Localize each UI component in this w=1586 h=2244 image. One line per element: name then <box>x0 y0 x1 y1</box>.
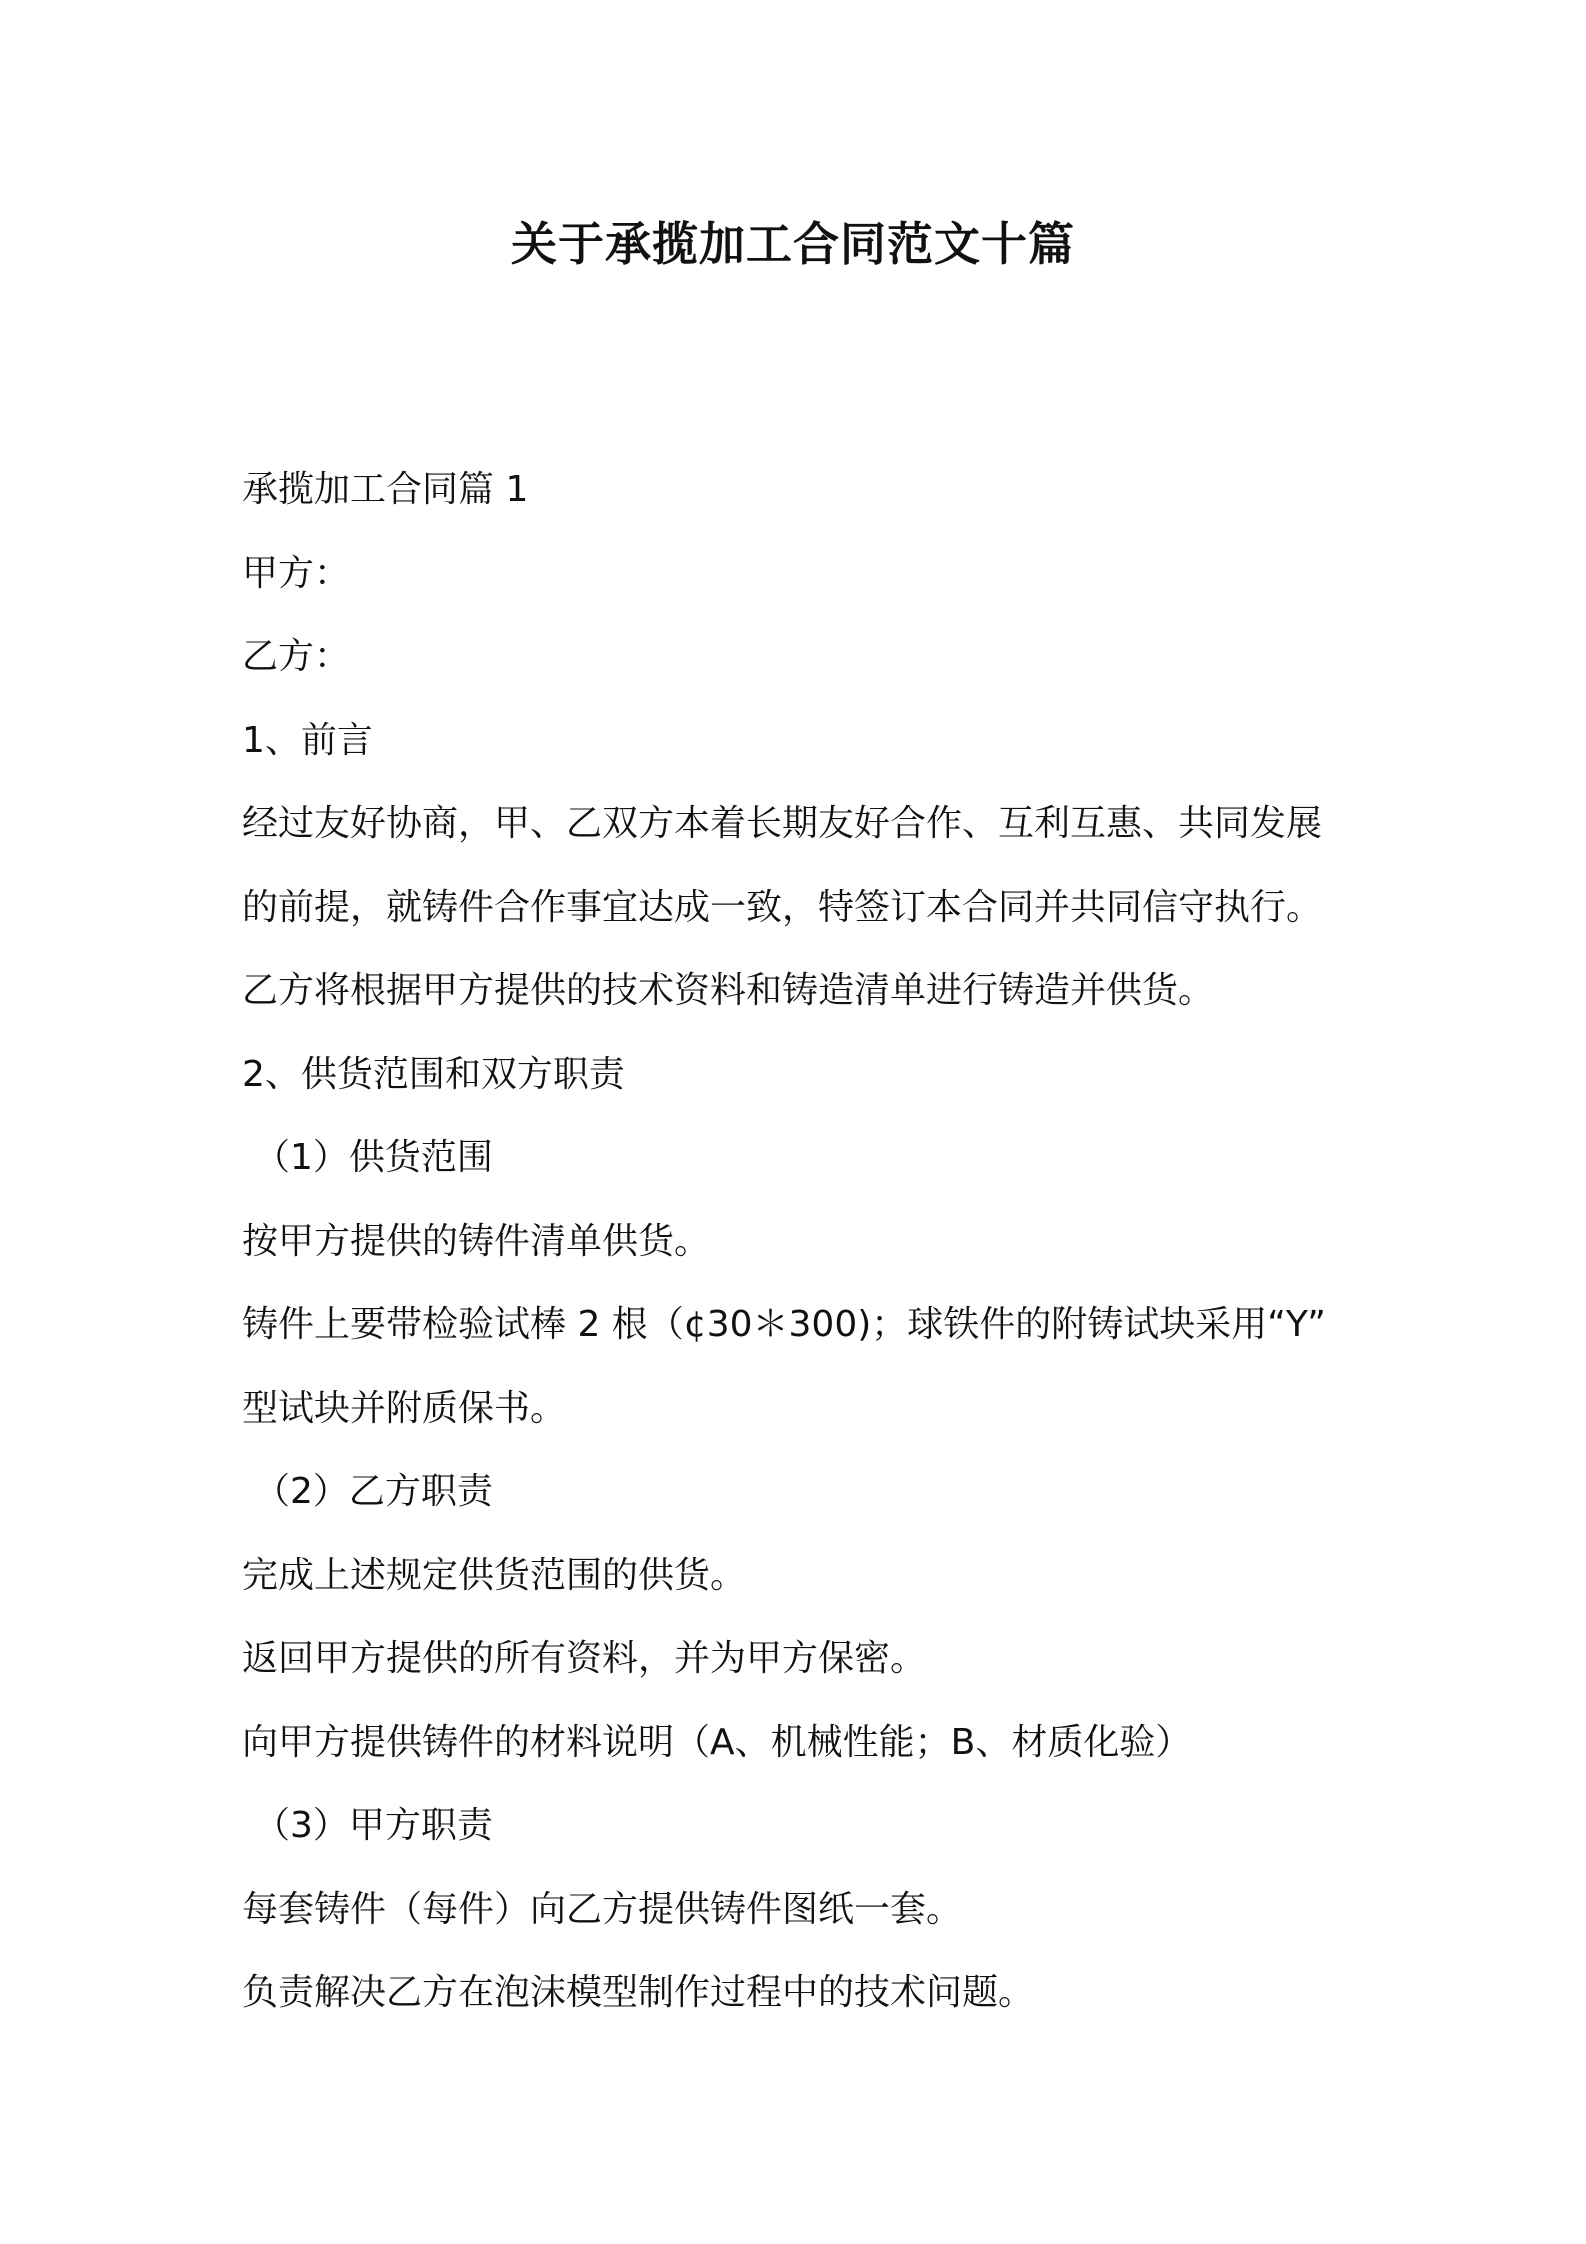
paragraph-line: 负责解决乙方在泡沫模型制作过程中的技术问题。 <box>242 1972 1035 2013</box>
paragraph-line: 经过友好协商，甲、乙双方本着长期友好合作、互利互惠、共同发展 <box>242 803 1323 844</box>
document-body <box>242 448 1362 2035</box>
paragraph-line: 乙方将根据甲方提供的技术资料和铸造清单进行铸造并供货。 <box>242 970 1215 1011</box>
paragraph-line: 每套铸件（每件）向乙方提供铸件图纸一套。 <box>242 1888 963 1930</box>
paragraph-line: 返回甲方提供的所有资料，并为甲方保密。 <box>242 1638 927 1679</box>
party-b-line: 乙方： <box>242 636 351 677</box>
party-a-line: 甲方： <box>242 552 351 594</box>
subclause-heading: （3）甲方职责 <box>254 1805 493 1846</box>
paragraph-line: 向甲方提供铸件的材料说明（A、机械性能；B、材质化验） <box>242 1721 1192 1763</box>
paragraph-line: 的前提，就铸件合作事宜达成一致，特签订本合同并共同信守执行。 <box>242 886 1323 928</box>
clause-heading: 1、前言 <box>242 719 373 761</box>
paragraph-line: 型试块并附质保书。 <box>242 1387 567 1429</box>
section-heading: 承揽加工合同篇 1 <box>242 469 529 510</box>
subclause-heading: （2）乙方职责 <box>254 1471 493 1512</box>
paragraph-line: 铸件上要带检验试棒 2 根（¢30＊300)；球铁件的附铸试块采用“Y” <box>242 1304 1326 1345</box>
paragraph-line: 按甲方提供的铸件清单供货。 <box>242 1220 711 1262</box>
clause-heading: 2、供货范围和双方职责 <box>242 1053 625 1095</box>
paragraph-line: 完成上述规定供货范围的供货。 <box>242 1554 747 1596</box>
document-title: 关于承揽加工合同范文十篇 <box>511 217 1075 271</box>
subclause-heading: （1）供货范围 <box>254 1137 493 1178</box>
